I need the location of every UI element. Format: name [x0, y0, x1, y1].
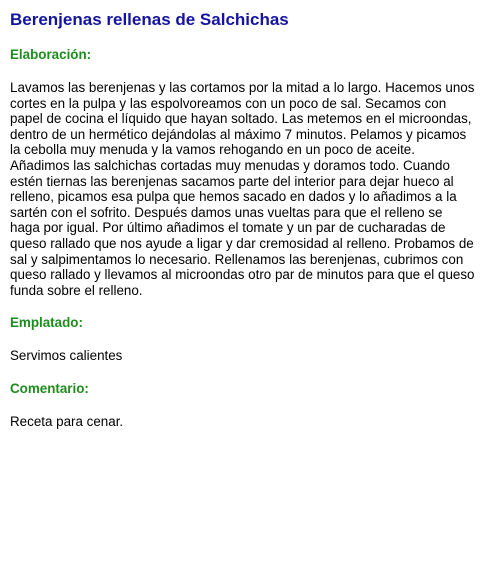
section-heading-elaboracion: Elaboración: — [10, 47, 92, 62]
section-comentario — [10, 381, 479, 430]
section-elaboracion — [10, 47, 479, 298]
section-body-elaboracion: Lavamos las berenjenas y las cortamos por la mitad a lo largo. Hacemos unos cortes en la pulpa y las espolvoreamos con un poco de sal. Secamos con papel de cocina el líquido que hayan soltado. Las metemos en el microondas, dentro de un hermético dejándolas al máximo 7 minutos. Pelamos y picamos la cebolla muy menuda y la vamos rehogando en un poco de aceite. Añadimos las salchichas cortadas muy menudas y doramos todo. Cuando estén tiernas las berenjenas sacamos parte del interior para dejar hueco al relleno, picamos esa pulpa que hemos sacado en dados y lo añadimos a la sartén con el sofrito. Después damos unas vueltas para que el relleno se haga por igual. Por último añadimos el tomate y un par de cucharadas de queso rallado que nos ayude a ligar y dar cremosidad al relleno. Probamos de sal y salpimentamos lo necesario. Rellenamos las berenjenas, cubrimos con queso rallado y llevamos al microondas otro par de minutos para que el queso funda sobre el relleno. — [10, 80, 475, 298]
section-body-comentario: Receta para cenar. — [10, 413, 124, 429]
recipe-title: Berenjenas rellenas de Salchichas — [10, 10, 289, 29]
section-body-emplatado: Servimos calientes — [10, 348, 123, 364]
section-heading-comentario: Comentario: — [10, 380, 89, 396]
section-heading-emplatado: Emplatado: — [10, 315, 83, 331]
section-emplatado — [10, 315, 479, 364]
